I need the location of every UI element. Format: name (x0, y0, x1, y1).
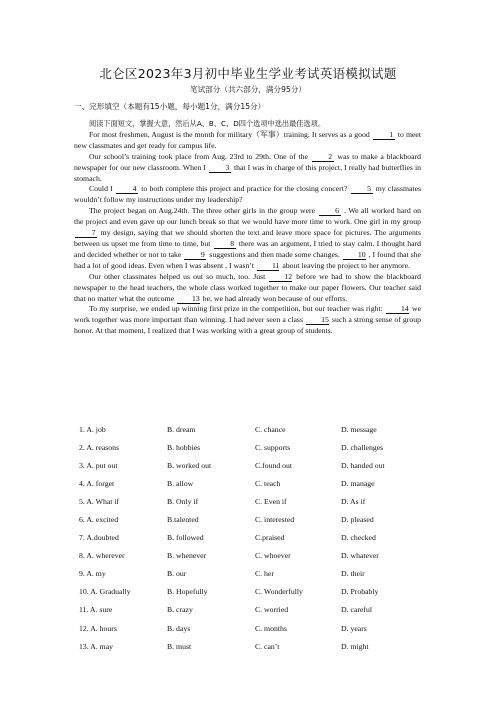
passage-text: my classmates wouldn’t follow my instructions under my leadership? (74, 184, 422, 205)
option-a[interactable]: 3. A. put out (79, 460, 118, 470)
option-c[interactable]: C. Wonderfully (255, 587, 303, 597)
option-a[interactable]: 12. A. hours (79, 623, 117, 633)
option-b[interactable]: B. must (167, 641, 192, 651)
option-d[interactable]: D. years (341, 623, 367, 633)
option-row (79, 547, 429, 565)
paragraph (74, 130, 421, 152)
option-c[interactable]: C. interested (255, 515, 295, 525)
passage-text: my design, saying that we should shorten the text and leave more space for pictures. The arguments between us upset me from time to time, but (74, 228, 422, 248)
passage-text: to both complete this project and practice for the closing concert? (141, 184, 348, 194)
answer-blank[interactable]: 1 (373, 131, 395, 140)
answer-blank[interactable]: 6 (319, 207, 341, 216)
option-row (79, 565, 429, 583)
option-row (79, 529, 429, 547)
option-d[interactable]: D. Probably (341, 587, 379, 597)
answer-blank[interactable]: 5 (351, 185, 373, 194)
option-b[interactable]: B. crazy (167, 605, 193, 615)
answer-blank[interactable]: 13 (177, 295, 200, 304)
option-a[interactable]: 13. A. may (79, 641, 114, 651)
option-d[interactable]: D. pleased (341, 515, 374, 525)
answer-blank[interactable]: 10 (343, 251, 366, 260)
option-d[interactable]: D. their (341, 569, 365, 579)
passage-text: The project began on Aug.24th. The three other girls in the group were (89, 206, 316, 216)
passage-text: Our other classmates helped us out so much, too. Just (89, 271, 266, 281)
answer-blank[interactable]: 7 (75, 229, 97, 238)
option-d[interactable]: D. whatever (341, 551, 379, 561)
option-a[interactable]: 2. A. reasons (79, 442, 120, 452)
option-a[interactable]: 5. A. What if (79, 496, 120, 506)
exam-subtitle: 笔试部分（共六部分，满分95分） (190, 85, 306, 94)
option-b[interactable]: B. Hopefully (167, 587, 208, 597)
option-b[interactable]: B.talented (167, 515, 199, 525)
passage-text: about leaving the project to her anymore. (282, 260, 410, 270)
option-b[interactable]: B. days (167, 623, 191, 633)
option-c[interactable]: C. her (255, 569, 274, 579)
paragraph (74, 184, 421, 206)
option-c[interactable]: C. worried (255, 605, 289, 615)
option-b[interactable]: B. hobbies (167, 442, 201, 452)
passage-text: there was an argument, I tried to stay calm. I thought hard and decided whether or not to take (74, 238, 422, 259)
paragraph (74, 206, 421, 271)
answer-blank[interactable]: 12 (269, 273, 292, 282)
passage-text: suggestions and then made some changes. (209, 249, 340, 259)
option-row (79, 456, 429, 474)
answer-blank[interactable]: 11 (257, 262, 279, 271)
option-a[interactable]: 8. A. wherever (79, 551, 125, 561)
option-d[interactable]: D. manage (341, 478, 375, 488)
option-c[interactable]: C. chance (255, 424, 286, 434)
option-row (79, 637, 429, 655)
answer-blank[interactable]: 9 (184, 251, 206, 260)
option-row (79, 438, 429, 456)
passage-text: we work together was more important than winning. I had never seen a class (74, 304, 422, 325)
passage-text: before we had to show the blackboard newspaper to the head teachers, the whole class worked together to make our paper flowers. Our teacher said that no matter what the outcome (74, 271, 422, 303)
option-a[interactable]: 6. A. excited (79, 515, 119, 525)
option-row (79, 601, 429, 619)
option-d[interactable]: D. handed out (341, 460, 385, 470)
passage-text: Could I (89, 184, 113, 194)
option-c[interactable]: C.praised (255, 533, 285, 543)
option-row (79, 420, 429, 438)
answer-blank[interactable]: 8 (214, 240, 236, 249)
option-d[interactable]: D. As if (341, 496, 366, 506)
option-b[interactable]: B. whenever (167, 551, 207, 561)
option-a[interactable]: 7. A.doubted (79, 533, 119, 543)
option-a[interactable]: 1. A. job (79, 424, 106, 434)
options-table (79, 420, 429, 655)
option-row (79, 510, 429, 528)
answer-blank[interactable]: 15 (306, 316, 329, 325)
option-d[interactable]: D. might (341, 641, 369, 651)
passage-text: was to make a blackboard newspaper for our new classroom. When I (74, 151, 421, 172)
option-a[interactable]: 11. A. sure (79, 605, 113, 615)
passage-text: be, we had already won because of our efforts. (202, 293, 348, 303)
option-b[interactable]: B. worked out (167, 460, 212, 470)
option-a[interactable]: 4. A. forget (79, 478, 115, 488)
option-d[interactable]: D. message (341, 424, 377, 434)
passage-text: Our school’s training took place from Aug. 23rd to 29th. One of the (89, 151, 308, 161)
passage-text: , I found that she had a lot of good ideas. Even when I was absent , I wasn’t (74, 249, 422, 270)
option-c[interactable]: C. supports (255, 442, 291, 452)
passage-text: such a strong sense of group honor. At that moment, I realized that I was working with a great group of students. (74, 315, 422, 336)
option-a[interactable]: 9. A. my (79, 569, 106, 579)
paragraph (74, 152, 421, 185)
option-c[interactable]: C. whoever (255, 551, 291, 561)
option-c[interactable]: C. Even if (255, 496, 287, 506)
paragraph (74, 272, 421, 305)
answer-blank[interactable]: 14 (386, 305, 409, 314)
section-heading: 一、完形填空（本题有15小题，每小题1分，满分15分） (74, 102, 266, 111)
option-b[interactable]: B. allow (167, 478, 194, 488)
option-b[interactable]: B. Only if (167, 496, 199, 506)
passage-text: For most freshmen, August is the month for military（军事）training. It serves as a good (89, 129, 370, 139)
option-c[interactable]: C. can’t (255, 641, 280, 651)
exam-title: 北仑区2023年3月初中毕业生学业考试英语模拟试题 (99, 66, 397, 81)
instruction: 阅读下面短文，掌握大意，然后从A、B、C、D四个选项中选出最佳选项。 (89, 119, 326, 128)
paragraph (74, 304, 421, 337)
option-c[interactable]: C.found out (255, 460, 293, 470)
option-c[interactable]: C. months (255, 623, 287, 633)
passage-text: . We all worked hard on the project and even gave up our lunch break so that we would have more time to work. One girl in my group (74, 206, 421, 227)
option-d[interactable]: D. careful (341, 605, 372, 615)
option-row (79, 619, 429, 637)
passage-text: to meet new classmates and get ready for campus life. (74, 129, 422, 150)
option-b[interactable]: B. followed (167, 533, 204, 543)
option-a[interactable]: 10. A. Gradually (79, 587, 131, 597)
option-c[interactable]: C. teach (255, 478, 281, 488)
option-row (79, 474, 429, 492)
option-row (79, 583, 429, 601)
passage-text: that I was in charge of this project, I really had butterflies in stomach. (74, 162, 421, 183)
passage-text: To my surprise, we ended up winning first prize in the competition, but our teacher was right: (89, 304, 383, 314)
option-b[interactable]: B. our (167, 569, 187, 579)
answer-blank[interactable]: 3 (209, 164, 231, 173)
option-d[interactable]: D. challenges (341, 442, 384, 452)
option-d[interactable]: D. checked (341, 533, 376, 543)
answer-blank[interactable]: 4 (116, 185, 138, 194)
passage (74, 119, 421, 337)
option-row (79, 492, 429, 510)
option-b[interactable]: B. dream (167, 424, 196, 434)
answer-blank[interactable]: 2 (312, 153, 334, 162)
